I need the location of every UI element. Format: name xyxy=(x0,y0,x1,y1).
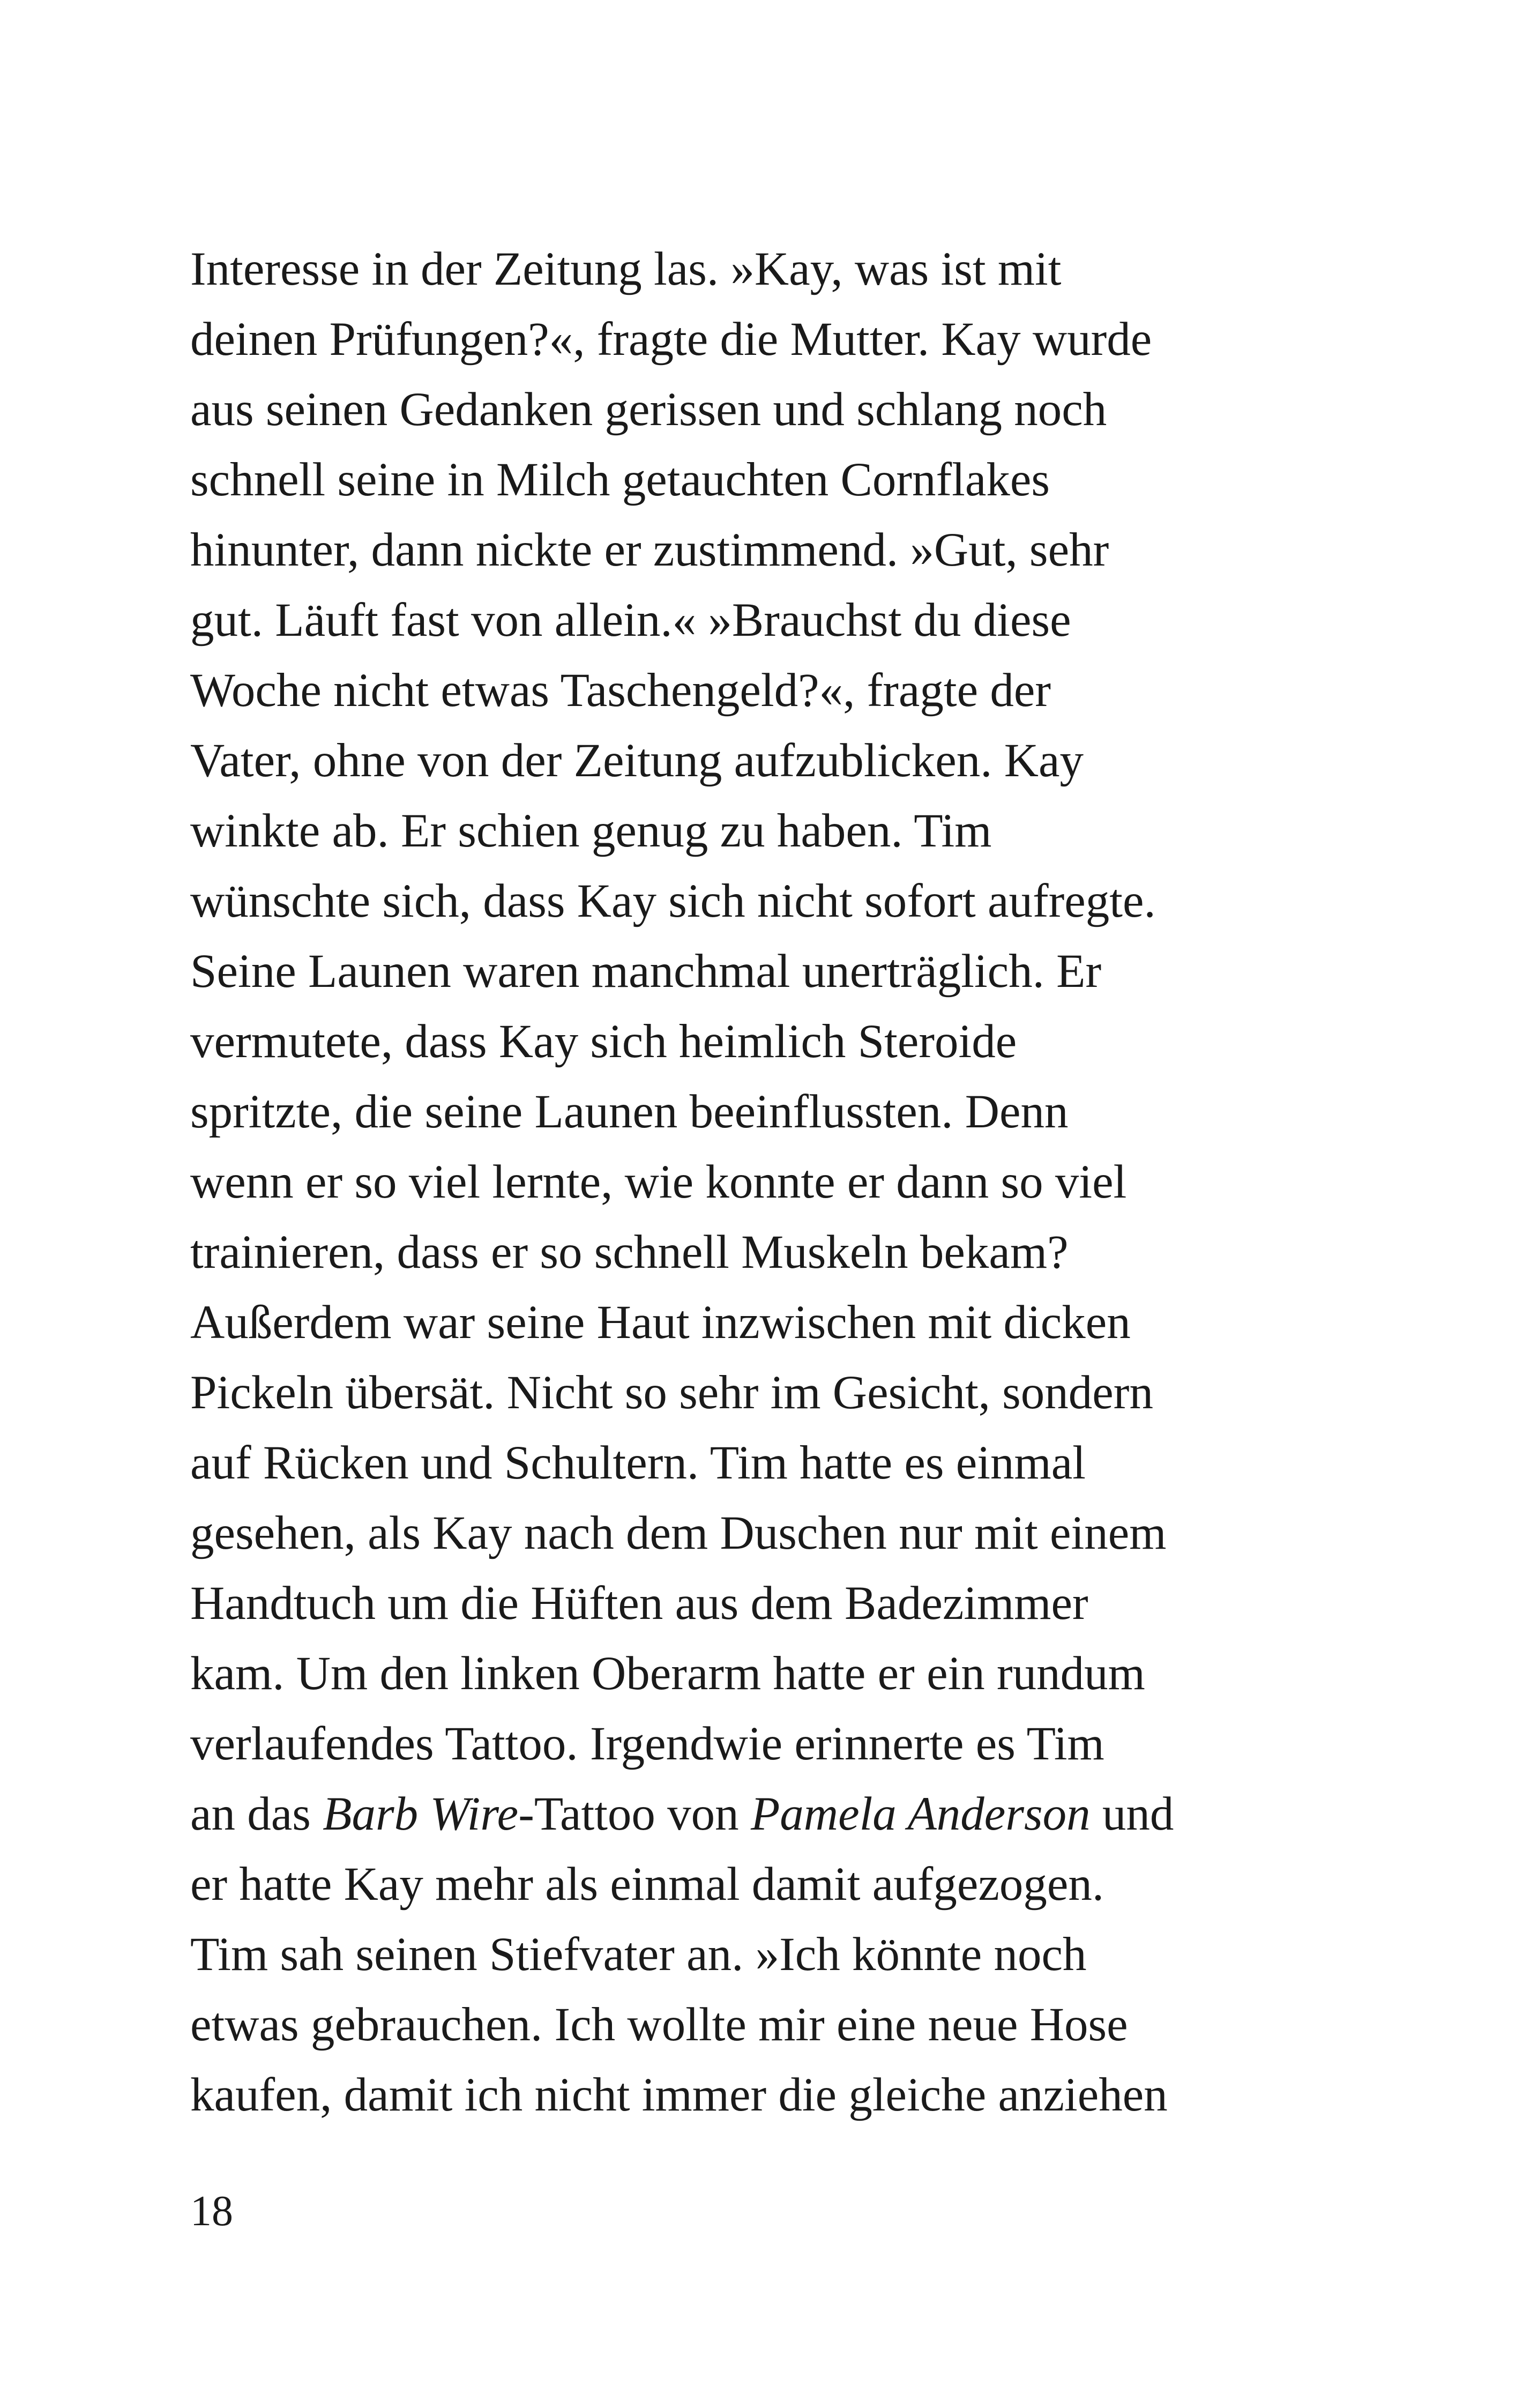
text-line: Pickeln übersät. Nicht so sehr im Gesicht, sondern xyxy=(190,1366,1153,1419)
text-line: Interesse in der Zeitung las. »Kay, was ist mit xyxy=(190,243,1062,295)
text-line: wünschte sich, dass Kay sich nicht sofort aufregte. xyxy=(190,875,1156,927)
text-line: verlaufendes Tattoo. Irgendwie erinnerte es Tim xyxy=(190,1718,1104,1770)
text-line: gesehen, als Kay nach dem Duschen nur mit einem xyxy=(190,1507,1167,1559)
text-line: Seine Launen waren manchmal unerträglich. Er xyxy=(190,945,1102,998)
text-line: schnell seine in Milch getauchten Cornflakes xyxy=(190,454,1050,506)
text-line: Vater, ohne von der Zeitung aufzublicken. Kay xyxy=(190,734,1084,787)
text-segment: an das xyxy=(190,1788,323,1840)
text-line-with-italics xyxy=(190,1779,1342,1849)
body-text xyxy=(190,234,1342,2130)
text-line: Tim sah seinen Stiefvater an. »Ich könnte noch xyxy=(190,1928,1087,1981)
text-segment: und xyxy=(1090,1788,1174,1840)
text-line: Handtuch um die Hüften aus dem Badezimmer xyxy=(190,1577,1088,1630)
text-line: auf Rücken und Schultern. Tim hatte es einmal xyxy=(190,1437,1086,1489)
text-line: Außerdem war seine Haut inzwischen mit dicken xyxy=(190,1296,1131,1349)
page-number: 18 xyxy=(190,2188,233,2235)
text-line: winkte ab. Er schien genug zu haben. Tim xyxy=(190,805,992,857)
text-line: aus seinen Gedanken gerissen und schlang noch xyxy=(190,383,1107,436)
text-line: etwas gebrauchen. Ich wollte mir eine neue Hose xyxy=(190,1998,1128,2051)
text-line: trainieren, dass er so schnell Muskeln bekam? xyxy=(190,1226,1069,1279)
text-line: kam. Um den linken Oberarm hatte er ein rundum xyxy=(190,1647,1145,1700)
text-line: gut. Läuft fast von allein.« »Brauchst du diese xyxy=(190,594,1071,646)
text-line: spritzte, die seine Launen beeinflussten. Denn xyxy=(190,1086,1069,1138)
text-line: wenn er so viel lernte, wie konnte er dann so viel xyxy=(190,1156,1127,1208)
text-line: er hatte Kay mehr als einmal damit aufgezogen. xyxy=(190,1858,1104,1911)
italic-name-pamela-anderson: Pamela Anderson xyxy=(750,1788,1091,1840)
text-line: vermutete, dass Kay sich heimlich Steroide xyxy=(190,1015,1017,1068)
text-line: hinunter, dann nickte er zustimmend. »Gut, sehr xyxy=(190,524,1109,576)
italic-title-barb-wire: Barb Wire xyxy=(323,1788,519,1840)
text-line: Woche nicht etwas Taschengeld?«, fragte der xyxy=(190,664,1051,717)
text-segment: -Tattoo von xyxy=(518,1788,751,1840)
text-line: kaufen, damit ich nicht immer die gleiche anziehen xyxy=(190,2069,1168,2121)
text-line: deinen Prüfungen?«, fragte die Mutter. Kay wurde xyxy=(190,313,1152,366)
